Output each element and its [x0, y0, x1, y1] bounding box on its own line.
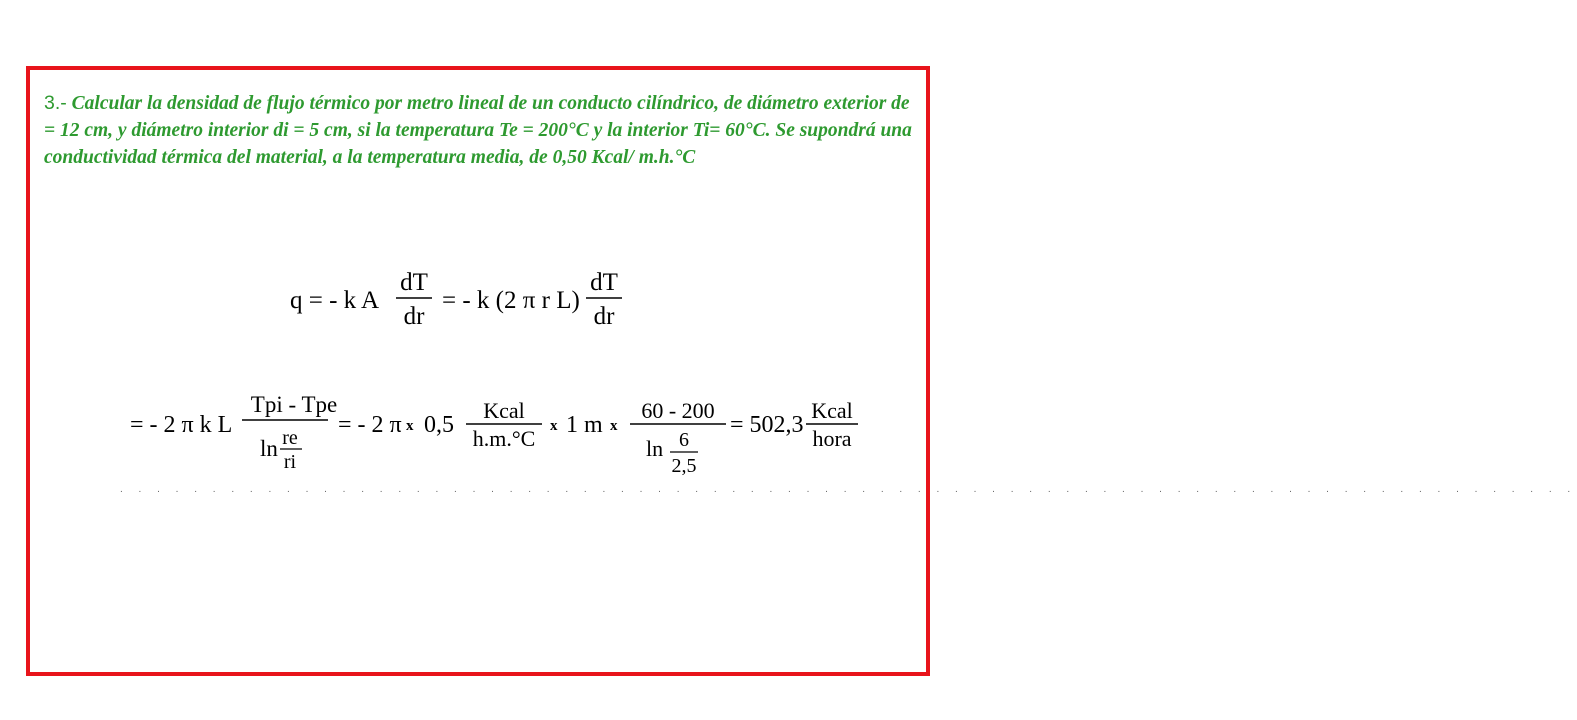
eq2-frac3-den-den: 2,5 [671, 455, 697, 477]
eq2-unit2-num: Kcal [811, 398, 853, 423]
eq1-frac1-den: dr [403, 303, 425, 330]
eq2-tfrac-num: Tpi - Tpe [250, 392, 338, 417]
eq1-frac2-num: dT [590, 269, 618, 296]
eq2-length: 1 m [566, 412, 603, 438]
eq1-middle: = - k (2 π r L) [442, 287, 580, 314]
eq2-unit1-den: h.m.°C [472, 426, 536, 451]
eq2-times3: x [610, 418, 618, 434]
problem-text: Calcular la densidad de flujo térmico por metro lineal de un conducto cilíndrico, de diámetro exterior de = 12 cm, y diámetro interior di = 5 cm, si la temperatura Te = 200°C y la interior Ti= 60°C. Se supondrá una conductividad térmica del material, a la temperatura media, de 0,50 Kcal/ m.h.°C [44, 93, 912, 168]
eq2-frac3-den-num: 6 [679, 429, 689, 451]
eq2-times2: x [550, 418, 558, 434]
equation-result [126, 384, 866, 480]
eq2-start: = - 2 π k L [130, 412, 233, 438]
equation-heat-flux [286, 268, 626, 332]
eq2-ratio-num: re [282, 427, 298, 449]
eq2-tfrac-ln: ln [260, 436, 278, 461]
problem-statement [44, 90, 924, 171]
eq2-frac3-num: 60 - 200 [641, 398, 715, 423]
eq2-conductivity: 0,5 [424, 412, 454, 438]
eq2-times1: x [406, 418, 414, 434]
eq2-frac3-ln: ln [646, 436, 664, 461]
dotted-separator: . . . . . . . . . . . . . . . . . . . . . . . . . . . . . . . . . . . . . . . . . . . . . . . . . . . . . . . . . . . . . . . . . . . . . . . . . . . . . . . [120, 484, 1577, 495]
problem-number: 3.- [44, 92, 67, 114]
eq2-unit1-num: Kcal [483, 398, 525, 423]
eq2-mid: = - 2 π [338, 412, 402, 438]
eq1-frac1-num: dT [400, 269, 428, 296]
eq2-unit2-den: hora [812, 426, 852, 451]
eq2-ratio-den: ri [283, 451, 297, 473]
eq1-frac2-den: dr [593, 303, 615, 330]
eq1-lhs: q = - k A [290, 287, 380, 314]
eq2-result: = 502,3 [730, 412, 804, 438]
